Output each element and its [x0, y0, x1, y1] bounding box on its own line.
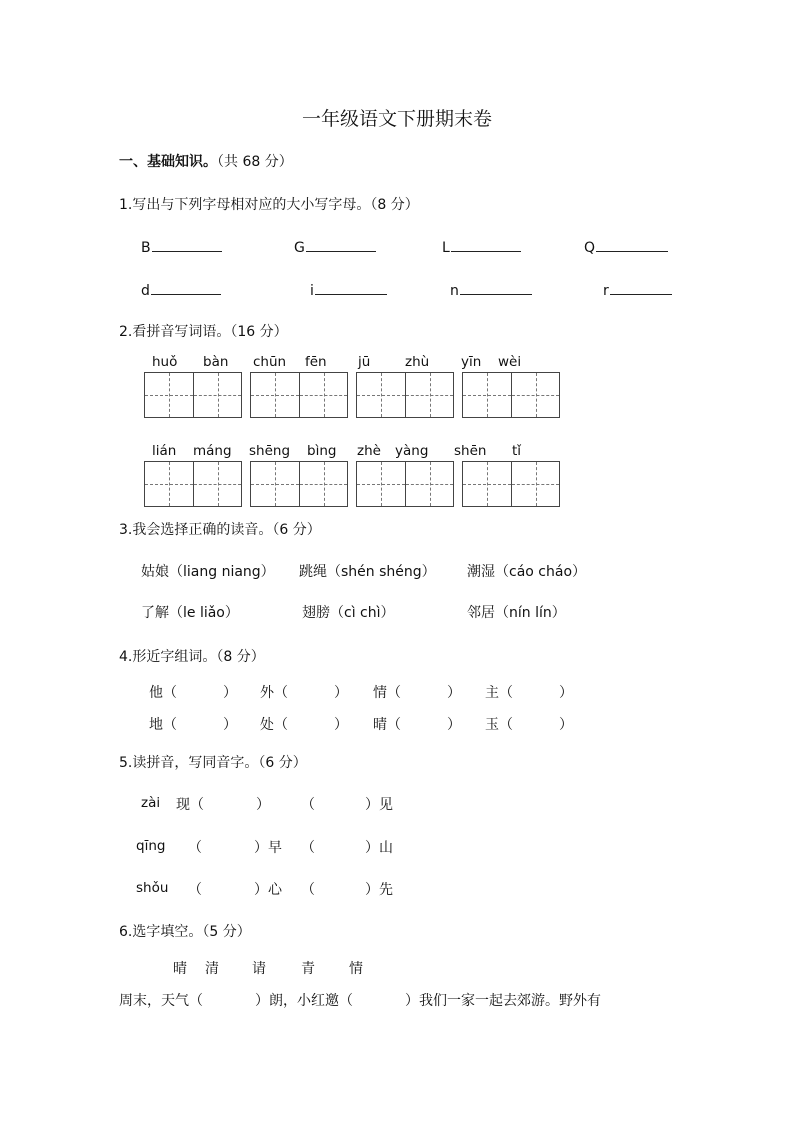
letter-item: i	[310, 280, 387, 299]
pinyin-label: yàng	[395, 443, 429, 459]
pronunciation-choice[interactable]: 翅膀（cì chì）	[302, 605, 395, 621]
pinyin-label: huǒ	[152, 354, 178, 370]
homophone-blank[interactable]: （ ）先	[301, 882, 393, 898]
homophone-blank[interactable]: （ ）见	[301, 797, 393, 813]
word-pair-item: 他（ ）	[149, 685, 237, 701]
homophone-blank[interactable]: （ ）山	[301, 840, 393, 856]
question-2-heading: 2.看拼音写词语。（16 分）	[119, 324, 288, 340]
letter-item: G	[294, 237, 376, 256]
pinyin-label: wèi	[498, 354, 522, 370]
pinyin-label: jū	[358, 354, 371, 370]
writing-grid[interactable]	[462, 461, 560, 507]
word-pair-item: 情（ ）	[373, 685, 461, 701]
character-option: 青	[301, 961, 315, 977]
pronunciation-choice[interactable]: 了解（le liǎo）	[141, 605, 239, 621]
answer-blank[interactable]	[610, 280, 672, 295]
writing-grid[interactable]	[462, 372, 560, 418]
question-5-heading: 5.读拼音，写同音字。（6 分）	[119, 755, 307, 771]
question-1-heading: 1.写出与下列字母相对应的大小写字母。（8 分）	[119, 197, 419, 213]
pinyin-label: lián	[152, 443, 177, 459]
character-option: 清	[205, 961, 219, 977]
pinyin-label: fēn	[305, 354, 327, 370]
section-score: （共 68 分）	[217, 154, 293, 170]
pinyin-label: zhè	[357, 443, 381, 459]
character-option: 请	[252, 961, 266, 977]
pinyin-label: zhù	[405, 354, 430, 370]
question-3-heading: 3.我会选择正确的读音。（6 分）	[119, 522, 321, 538]
pinyin-label: shēn	[454, 443, 487, 459]
word-pair-item: 地（ ）	[149, 717, 237, 733]
writing-grid[interactable]	[250, 461, 348, 507]
pinyin-label: máng	[193, 443, 232, 459]
answer-blank[interactable]	[460, 280, 532, 295]
answer-blank[interactable]	[315, 280, 387, 295]
question-6-heading: 6.选字填空。（5 分）	[119, 924, 251, 940]
pronunciation-choice[interactable]: 跳绳（shén shéng）	[299, 564, 436, 580]
answer-blank[interactable]	[596, 237, 668, 252]
pinyin-label: yīn	[461, 354, 482, 370]
pinyin-label: chūn	[253, 354, 287, 370]
pronunciation-choice[interactable]: 邻居（nín lín）	[467, 605, 566, 621]
homophone-pinyin: qīng	[136, 838, 166, 854]
word-pair-item: 处（ ）	[260, 717, 348, 733]
writing-grid[interactable]	[144, 372, 242, 418]
writing-grid[interactable]	[250, 372, 348, 418]
section-label: 一、基础知识。	[119, 154, 217, 170]
pinyin-label: shēng	[249, 443, 291, 459]
question-4-heading: 4.形近字组词。（8 分）	[119, 649, 265, 665]
writing-grid[interactable]	[356, 372, 454, 418]
character-option: 情	[349, 961, 363, 977]
word-pair-item: 外（ ）	[260, 685, 348, 701]
letter-item: L	[442, 237, 521, 256]
homophone-blank[interactable]: 现（ ）	[176, 797, 270, 813]
pronunciation-choice[interactable]: 姑娘（liang niang）	[141, 564, 275, 580]
homophone-blank[interactable]: （ ）早	[188, 840, 282, 856]
answer-blank[interactable]	[306, 237, 376, 252]
homophone-pinyin: shǒu	[136, 880, 169, 896]
answer-blank[interactable]	[152, 237, 222, 252]
answer-blank[interactable]	[151, 280, 221, 295]
homophone-blank[interactable]: （ ）心	[188, 882, 282, 898]
answer-blank[interactable]	[451, 237, 521, 252]
letter-item: B	[141, 237, 222, 256]
writing-grid[interactable]	[144, 461, 242, 507]
section-heading	[119, 151, 293, 171]
homophone-pinyin: zài	[141, 795, 161, 811]
page-title: 一年级语文下册期末卷	[301, 108, 492, 130]
pinyin-label: bìng	[307, 443, 337, 459]
letter-item: n	[450, 280, 532, 299]
pronunciation-choice[interactable]: 潮湿（cáo cháo）	[467, 564, 587, 580]
letter-item: r	[603, 280, 672, 299]
pinyin-label: bàn	[203, 354, 229, 370]
word-pair-item: 晴（ ）	[373, 717, 461, 733]
fill-in-sentence: 周末，天气（ ）朗，小红邀（ ）我们一家一起去郊游。野外有	[119, 993, 601, 1009]
character-option: 晴	[173, 961, 187, 977]
writing-grid[interactable]	[356, 461, 454, 507]
word-pair-item: 主（ ）	[485, 685, 573, 701]
pinyin-label: tǐ	[512, 443, 522, 459]
letter-item: Q	[584, 237, 668, 256]
letter-item: d	[141, 280, 221, 299]
word-pair-item: 玉（ ）	[485, 717, 573, 733]
